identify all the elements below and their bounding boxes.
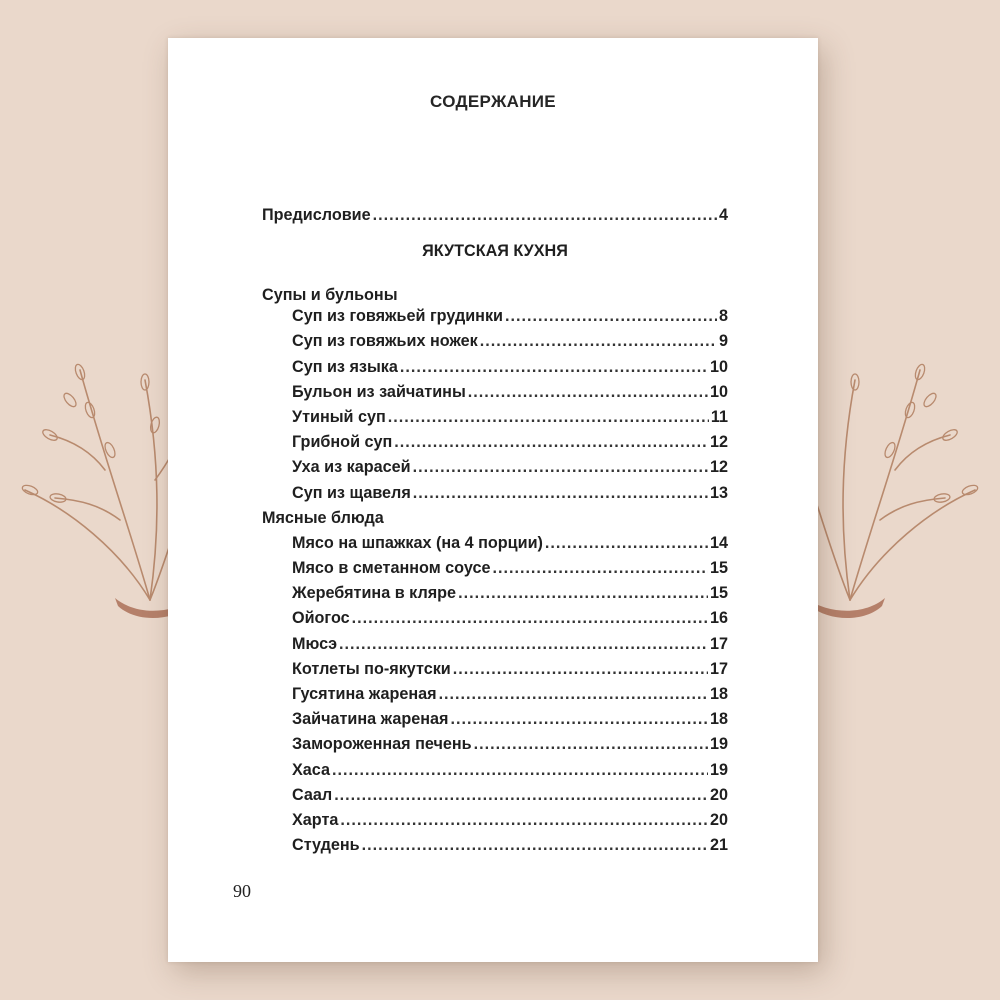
page-number: 90: [233, 881, 251, 901]
dot-leader: [340, 811, 708, 830]
dot-leader: [339, 635, 708, 654]
dot-leader: [474, 735, 708, 754]
toc-entry: [262, 307, 728, 332]
willow-branch-right-illustration: [800, 330, 990, 630]
toc-entry-label: Мясо на шпажках (на 4 порции): [292, 533, 543, 552]
toc-entry-label: Гусятина жареная: [292, 685, 437, 703]
section-heading: [262, 509, 728, 534]
toc-entry-page: 17: [709, 634, 728, 653]
toc-entry-page: 12: [709, 433, 728, 452]
toc-entry: [262, 458, 728, 483]
dot-leader: [332, 761, 708, 780]
toc-entry-page: 15: [709, 584, 728, 603]
toc-entry: [262, 635, 728, 660]
toc-entry: [262, 358, 728, 383]
toc-entry-page: 9: [718, 332, 728, 351]
toc-entry-label: Суп из говяжьей грудинки: [292, 307, 504, 326]
toc-entry: [262, 811, 728, 836]
toc-entry-label: Замороженная печень: [292, 735, 472, 754]
toc-entry-page: 18: [709, 685, 728, 703]
dot-leader: [468, 383, 708, 402]
toc-entry-page: 4: [718, 206, 728, 224]
book-page: [168, 38, 818, 962]
toc-entry-page: 10: [709, 357, 728, 376]
toc-entry-label: Ойогос: [292, 609, 350, 628]
toc-entry-label: Предисловие: [262, 206, 371, 224]
toc-entry-page: 11: [710, 407, 728, 426]
toc-entry-label: Мюсэ: [292, 634, 338, 653]
toc-entry: [262, 685, 728, 710]
toc-entry-label: Зайчатина жареная: [292, 710, 449, 729]
toc-entry-label: Саал: [292, 785, 333, 804]
toc-entry-label: Жеребятина в кляре: [292, 584, 457, 603]
toc-entry-page: 8: [718, 307, 728, 326]
page-title: СОДЕРЖАНИЕ: [430, 92, 556, 111]
toc-entry: [262, 761, 728, 786]
toc-entry-label: Суп из говяжьих ножек: [292, 332, 478, 351]
toc-entry-label: Суп из щавеля: [292, 483, 411, 502]
dot-leader: [505, 307, 717, 326]
toc-entry-label: Мясо в сметанном соусе: [292, 559, 491, 578]
dot-leader: [400, 358, 708, 377]
toc-entry: [262, 408, 728, 433]
dot-leader: [492, 559, 708, 578]
dot-leader: [394, 433, 708, 452]
toc-entry: [262, 735, 728, 760]
dot-leader: [373, 206, 717, 225]
toc-entry-page: 10: [709, 382, 728, 401]
toc-entry: [262, 484, 728, 509]
toc-entry-page: 20: [709, 810, 728, 829]
toc-entry-page: 20: [709, 785, 728, 804]
toc-entry-page: 16: [709, 609, 728, 628]
dot-leader: [413, 458, 708, 477]
dot-leader: [450, 710, 708, 729]
toc-entry-label: Грибной суп: [292, 433, 393, 452]
dot-leader: [480, 332, 717, 351]
toc-entry: [262, 433, 728, 458]
dot-leader: [362, 836, 708, 855]
toc-entry-label: Харта: [292, 810, 339, 829]
toc-entry-label: Студень: [292, 836, 360, 855]
toc-entry-preface: [262, 206, 728, 231]
section-heading-label: Мясные блюда: [262, 508, 384, 527]
dot-leader: [453, 660, 708, 679]
dot-leader: [388, 408, 709, 427]
toc-entry: [262, 710, 728, 735]
toc-entry-label: Утиный суп: [292, 407, 386, 426]
table-of-contents: [262, 206, 728, 861]
toc-entry: [262, 836, 728, 861]
toc-entry: [262, 559, 728, 584]
toc-entry-page: 15: [709, 559, 728, 578]
toc-entry: [262, 660, 728, 685]
toc-entry: [262, 786, 728, 811]
toc-entry-label: Котлеты по-якутски: [292, 659, 451, 678]
toc-entry: [262, 332, 728, 357]
toc-entry-label: Уха из карасей: [292, 458, 411, 477]
dot-leader: [334, 786, 708, 805]
toc-entry: [262, 383, 728, 408]
part-title: ЯКУТСКАЯ КУХНЯ: [422, 241, 568, 260]
dot-leader: [545, 534, 708, 553]
toc-entry-page: 19: [709, 735, 728, 754]
dot-leader: [413, 484, 708, 503]
toc-entry-page: 13: [709, 483, 728, 502]
toc-entry: [262, 609, 728, 634]
toc-entry: [262, 534, 728, 559]
dot-leader: [439, 685, 708, 704]
toc-entry-page: 19: [709, 760, 728, 779]
toc-entry: [262, 584, 728, 609]
section-heading: Супы и бульоны: [262, 286, 398, 305]
toc-entry-page: 14: [709, 533, 728, 552]
dot-leader: [352, 609, 708, 628]
toc-entry-label: Бульон из зайчатины: [292, 382, 466, 401]
toc-entry-page: 18: [709, 710, 728, 729]
toc-entry-page: 21: [709, 836, 728, 855]
toc-entry-label: Суп из языка: [292, 357, 398, 376]
toc-entry-page: 17: [709, 659, 728, 678]
toc-entry-label: Хаса: [292, 760, 331, 779]
dot-leader: [458, 584, 708, 603]
toc-entry-page: 12: [709, 458, 728, 477]
